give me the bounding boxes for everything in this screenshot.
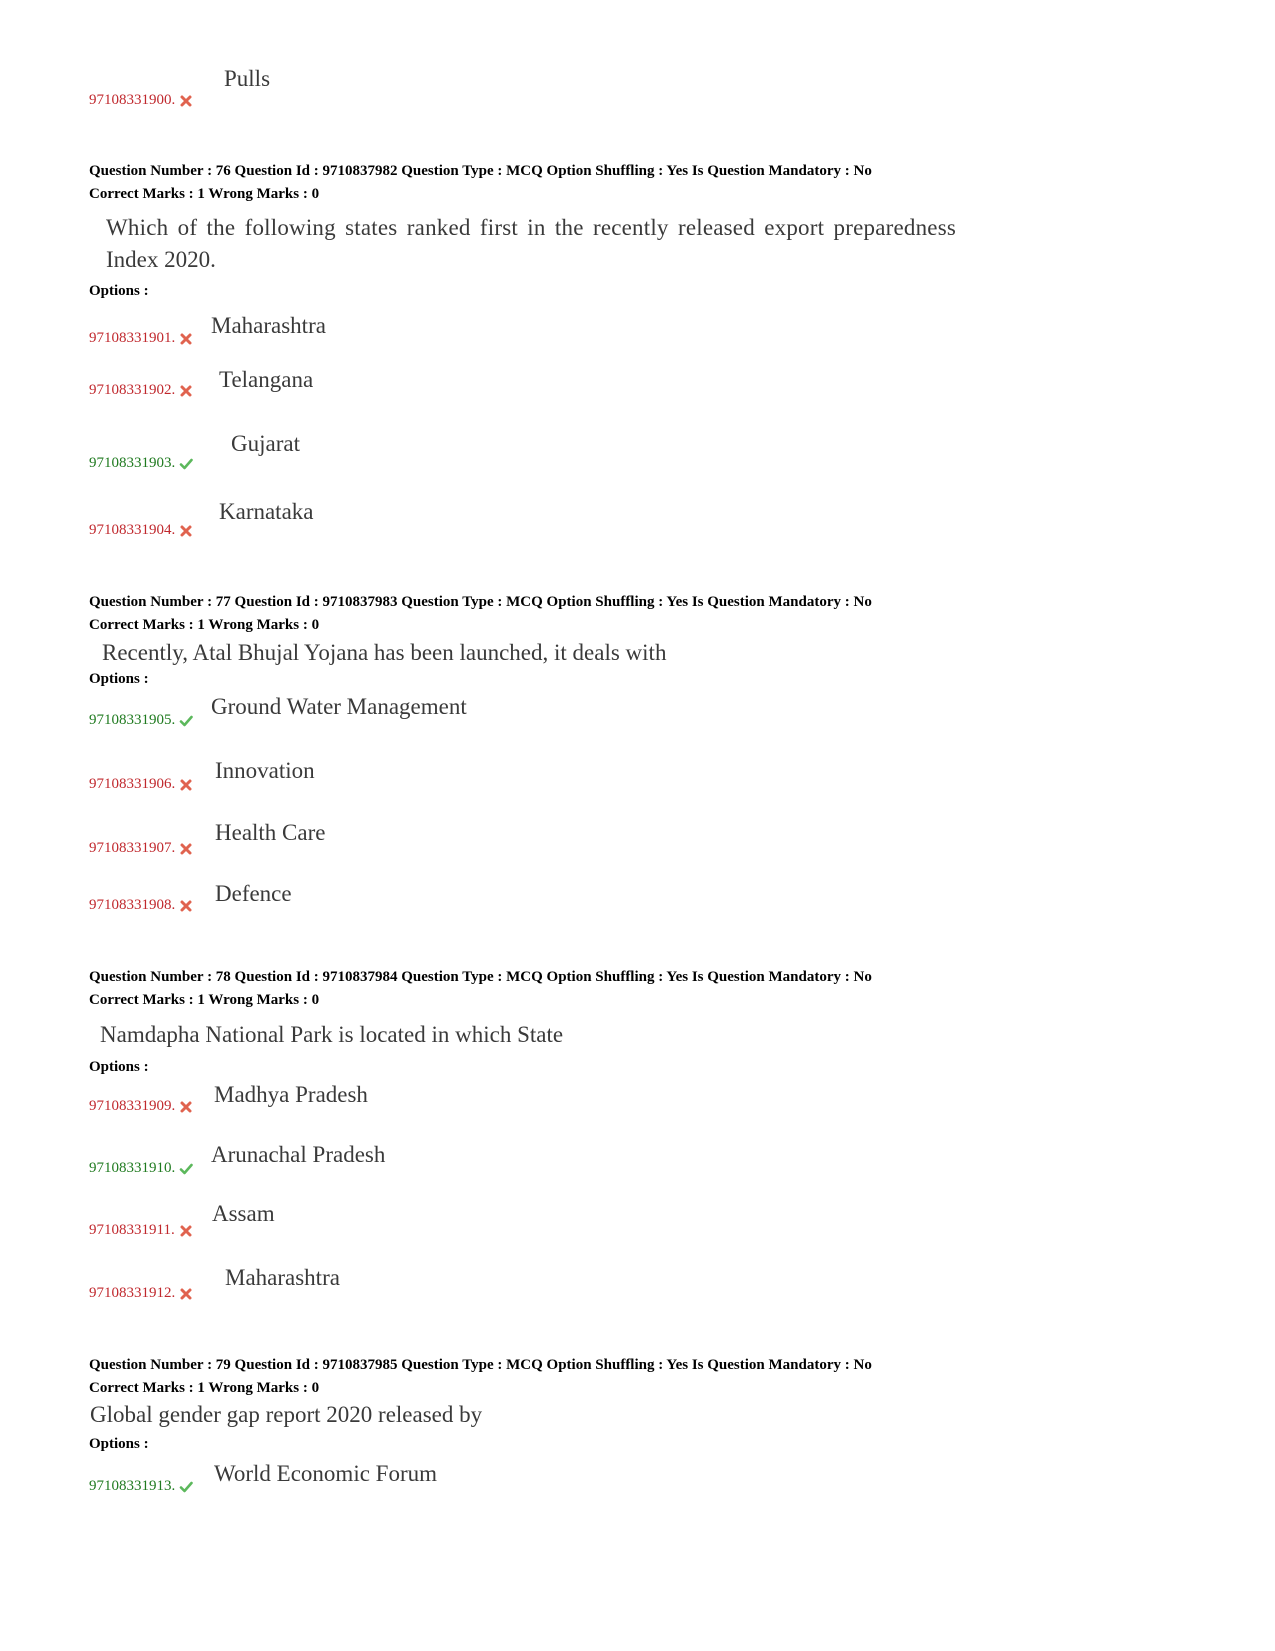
option-id: 97108331911.: [89, 1222, 193, 1239]
check-mark-icon: [179, 1480, 193, 1494]
question-meta-line-2: Correct Marks : 1 Wrong Marks : 0: [89, 617, 320, 633]
question-meta: [89, 160, 872, 206]
option-text: Ground Water Management: [211, 694, 467, 719]
options-label: Options :: [89, 671, 149, 687]
option-text: Arunachal Pradesh: [211, 1142, 386, 1167]
check-mark-icon: [179, 714, 193, 728]
question-meta-line-2: Correct Marks : 1 Wrong Marks : 0: [89, 1380, 320, 1396]
option-text: Pulls: [224, 66, 271, 91]
option-text: Maharashtra: [211, 313, 326, 338]
option-id: 97108331905.: [89, 712, 193, 729]
check-mark-icon: [179, 457, 193, 471]
question-meta-line-1: Question Number : 78 Question Id : 9710837984 Question Type : MCQ Option Shuffling : Yes Is Question Mandatory : No: [89, 969, 872, 985]
option-text: Gujarat: [231, 431, 300, 456]
cross-mark-icon: [179, 1100, 193, 1114]
cross-mark-icon: [179, 1287, 193, 1301]
cross-mark-icon: [179, 332, 193, 346]
option-id: 97108331913.: [89, 1478, 193, 1495]
option-id: 97108331902.: [89, 382, 193, 399]
question-meta: [89, 591, 872, 637]
option-id: 97108331912.: [89, 1285, 193, 1302]
options-label: Options :: [89, 1059, 149, 1075]
question-text: Recently, Atal Bhujal Yojana has been launched, it deals with: [102, 640, 667, 665]
option-id: 97108331906.: [89, 776, 193, 793]
question-meta-line-1: Question Number : 76 Question Id : 9710837982 Question Type : MCQ Option Shuffling : Yes Is Question Mandatory : No: [89, 163, 872, 179]
option-id: 97108331910.: [89, 1160, 193, 1177]
cross-mark-icon: [179, 524, 193, 538]
question-meta: [89, 1354, 872, 1400]
cross-mark-icon: [179, 1224, 193, 1238]
question-text: Which of the following states ranked first in the recently released export preparedness Index 2020.: [106, 215, 956, 272]
option-id: 97108331900.: [89, 92, 193, 109]
question-meta: [89, 966, 872, 1012]
cross-mark-icon: [179, 842, 193, 856]
option-text: World Economic Forum: [214, 1461, 438, 1486]
question-meta-line-2: Correct Marks : 1 Wrong Marks : 0: [89, 992, 320, 1008]
option-text: Health Care: [215, 820, 326, 845]
question-meta-line-1: Question Number : 79 Question Id : 9710837985 Question Type : MCQ Option Shuffling : Yes Is Question Mandatory : No: [89, 1357, 872, 1373]
option-text: Karnataka: [219, 499, 314, 524]
option-text: Assam: [212, 1201, 275, 1226]
cross-mark-icon: [179, 778, 193, 792]
question-meta-line-2: Correct Marks : 1 Wrong Marks : 0: [89, 186, 320, 202]
option-text: Maharashtra: [225, 1265, 340, 1290]
options-label: Options :: [89, 1436, 149, 1452]
cross-mark-icon: [179, 899, 193, 913]
option-id: 97108331907.: [89, 840, 193, 857]
option-id: 97108331908.: [89, 897, 193, 914]
cross-mark-icon: [179, 94, 193, 108]
check-mark-icon: [179, 1162, 193, 1176]
option-text: Innovation: [215, 758, 315, 783]
option-id: 97108331909.: [89, 1098, 193, 1115]
question-meta-line-1: Question Number : 77 Question Id : 9710837983 Question Type : MCQ Option Shuffling : Yes Is Question Mandatory : No: [89, 594, 872, 610]
option-id: 97108331903.: [89, 455, 193, 472]
option-text: Defence: [215, 881, 292, 906]
option-id: 97108331901.: [89, 330, 193, 347]
option-id: 97108331904.: [89, 522, 193, 539]
option-text: Telangana: [219, 367, 314, 392]
question-text: Global gender gap report 2020 released by: [90, 1402, 483, 1427]
options-label: Options :: [89, 283, 149, 299]
option-text: Madhya Pradesh: [214, 1082, 368, 1107]
question-text: Namdapha National Park is located in which State: [100, 1022, 564, 1047]
cross-mark-icon: [179, 384, 193, 398]
